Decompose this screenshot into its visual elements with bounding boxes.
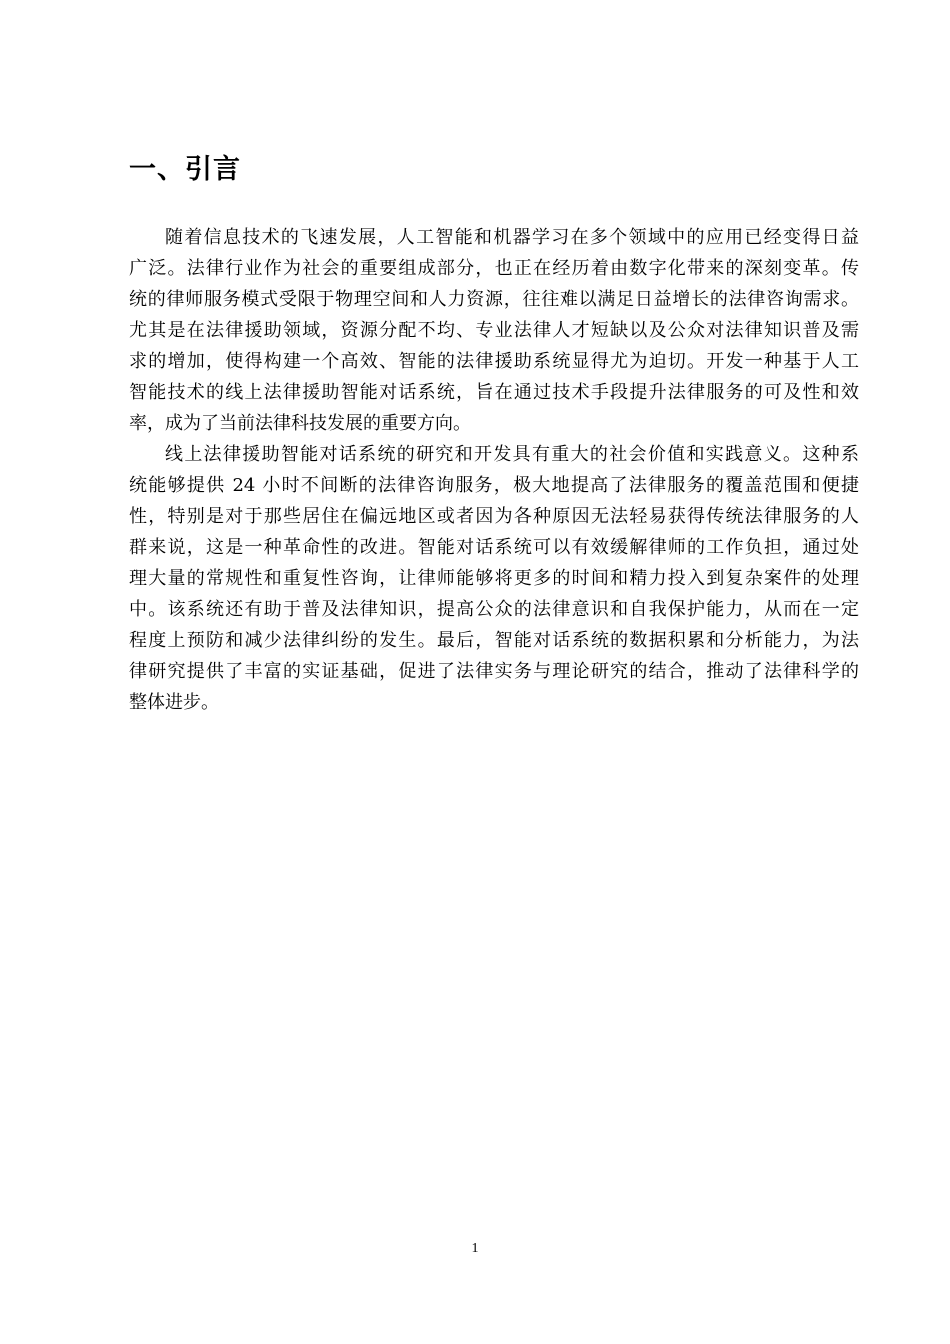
paragraph-1 <box>129 222 859 439</box>
document-body <box>129 222 859 718</box>
paragraph-line: 中。该系统还有助于普及法律知识，提高公众的法律意识和自我保护能力，从而在一定 <box>129 599 859 620</box>
page-number: 1 <box>471 1241 479 1256</box>
paragraph-line: 群来说，这是一种革命性的改进。智能对话系统可以有效缓解律师的工作负担，通过处 <box>129 537 859 558</box>
paragraph-line: 随着信息技术的飞速发展，人工智能和机器学习在多个领域中的应用已经变得日益 <box>165 227 859 248</box>
paragraph-line: 性，特别是对于那些居住在偏远地区或者因为各种原因无法轻易获得传统法律服务的人 <box>129 506 859 527</box>
paragraph-line: 智能技术的线上法律援助智能对话系统，旨在通过技术手段提升法律服务的可及性和效 <box>129 382 859 403</box>
section-heading: 一、引言 <box>129 154 241 185</box>
paragraph-line: 理大量的常规性和重复性咨询，让律师能够将更多的时间和精力投入到复杂案件的处理 <box>129 568 859 589</box>
paragraph-line: 率，成为了当前法律科技发展的重要方向。 <box>129 413 471 434</box>
paragraph-line: 程度上预防和减少法律纠纷的发生。最后，智能对话系统的数据积累和分析能力，为法 <box>129 630 859 651</box>
paragraph-line: 律研究提供了丰富的实证基础，促进了法律实务与理论研究的结合，推动了法律科学的 <box>129 661 859 682</box>
paragraph-line: 线上法律援助智能对话系统的研究和开发具有重大的社会价值和实践意义。这种系 <box>165 444 859 465</box>
paragraph-line: 尤其是在法律援助领域，资源分配不均、专业法律人才短缺以及公众对法律知识普及需 <box>129 320 859 341</box>
paragraph-line: 整体进步。 <box>129 692 219 713</box>
paragraph-2 <box>129 439 859 718</box>
paragraph-line: 统的律师服务模式受限于物理空间和人力资源，往往难以满足日益增长的法律咨询需求。 <box>129 289 859 310</box>
paragraph-line: 统能够提供 24 小时不间断的法律咨询服务，极大地提高了法律服务的覆盖范围和便捷 <box>129 475 859 496</box>
paragraph-line: 求的增加，使得构建一个高效、智能的法律援助系统显得尤为迫切。开发一种基于人工 <box>129 351 859 372</box>
paragraph-line: 广泛。法律行业作为社会的重要组成部分，也正在经历着由数字化带来的深刻变革。传 <box>129 258 859 279</box>
